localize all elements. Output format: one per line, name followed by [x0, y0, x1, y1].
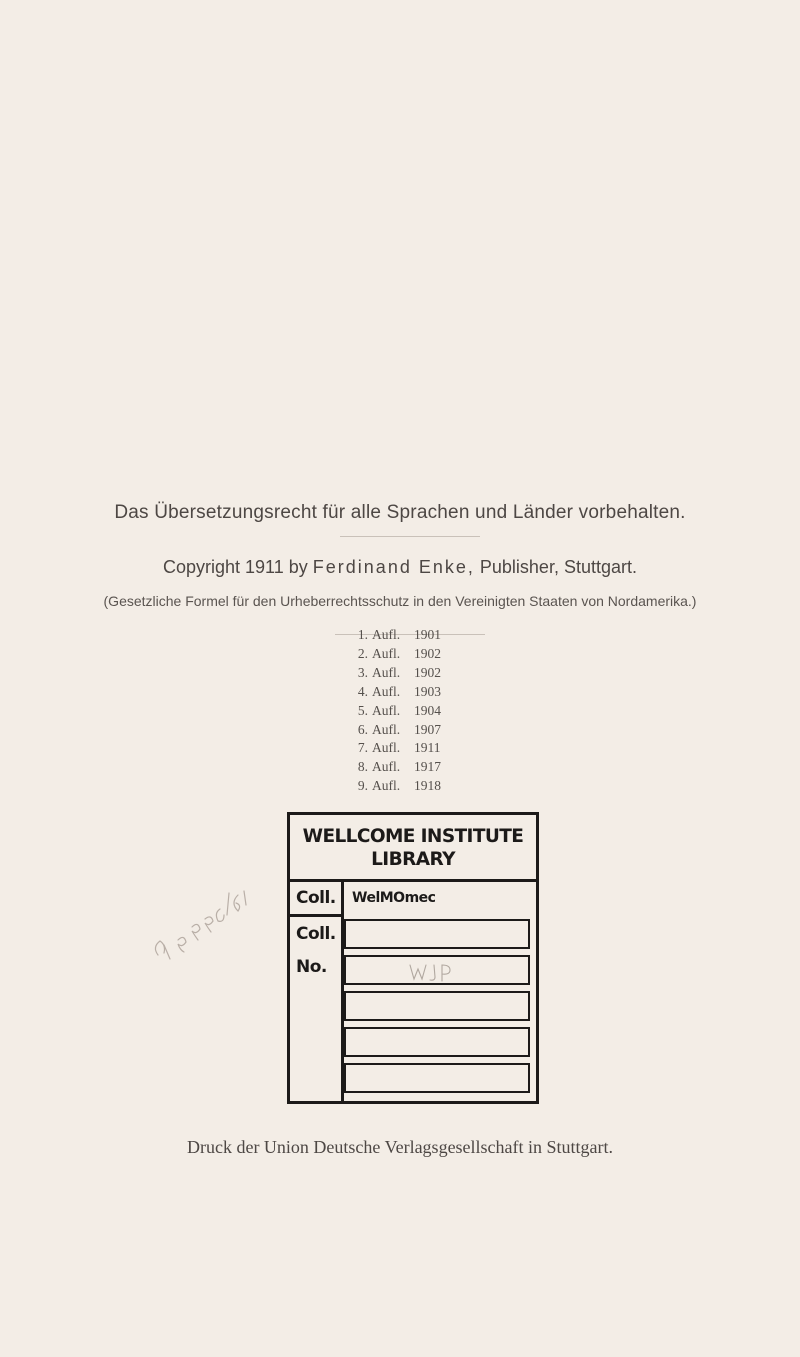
edition-row — [352, 739, 552, 758]
edition-year: 1902 — [414, 664, 441, 680]
edition-list — [352, 626, 552, 796]
rights-notice: Das Übersetzungsrecht für alle Sprachen und Länder vorbehalten. — [114, 502, 686, 523]
edition-number: 7. — [357, 740, 368, 756]
edition-label: Aufl. — [372, 664, 401, 680]
edition-label: Aufl. — [372, 778, 401, 794]
copyright-prefix: Copyright 1911 by — [163, 557, 308, 577]
stamp-field-box — [344, 991, 530, 1021]
edition-label: Aufl. — [372, 759, 401, 775]
edition-number: 4. — [357, 683, 368, 699]
edition-row — [352, 683, 552, 702]
edition-label: Aufl. — [372, 702, 401, 718]
edition-label: Aufl. — [372, 645, 401, 661]
edition-label: Aufl. — [372, 721, 401, 737]
stamp-divider — [290, 914, 342, 917]
edition-year: 1917 — [414, 759, 441, 775]
stamp-handwritten-value — [406, 959, 466, 983]
edition-number: 2. — [357, 645, 368, 661]
edition-year: 1901 — [414, 627, 441, 642]
copyright-line — [0, 557, 800, 578]
edition-year: 1902 — [414, 645, 441, 661]
stamp-title-line1: WELLCOME INSTITUTE — [302, 826, 524, 847]
edition-label: Aufl. — [372, 683, 401, 699]
stamp-coll-value: WelMOmec — [352, 890, 436, 906]
printer-imprint: Druck der Union Deutsche Verlagsgesellschaft in Stuttgart. — [186, 1137, 614, 1157]
stamp-collno-label-2: No. — [296, 957, 327, 977]
edition-number: 5. — [357, 702, 368, 718]
edition-number: 6. — [357, 721, 368, 737]
divider-rule — [340, 536, 480, 537]
stamp-divider — [290, 879, 536, 882]
edition-year: 1903 — [414, 683, 441, 699]
copyright-publisher: Ferdinand Enke, — [312, 557, 475, 577]
stamp-field-box — [344, 919, 530, 949]
edition-row — [352, 626, 552, 645]
edition-year: 1918 — [414, 778, 441, 794]
edition-label: Aufl. — [372, 740, 401, 756]
stamp-coll-label: Coll. — [296, 888, 336, 908]
stamp-title — [290, 825, 536, 871]
edition-year: 1904 — [414, 702, 441, 718]
edition-number: 8. — [357, 759, 368, 775]
stamp-field-box — [344, 955, 530, 985]
edition-row — [352, 664, 552, 683]
library-stamp — [287, 812, 539, 1104]
edition-year: 1907 — [414, 721, 441, 737]
stamp-field-box — [344, 1027, 530, 1057]
stamp-collno-label-1: Coll. — [296, 924, 336, 944]
legal-formula: (Gesetzliche Formel für den Urheberrechtsschutz in den Vereinigten Staaten von Nordamerika.) — [103, 593, 697, 609]
copyright-suffix: Publisher, Stuttgart. — [479, 557, 637, 577]
edition-label: Aufl. — [372, 627, 401, 642]
edition-number: 9. — [357, 778, 368, 794]
edition-number: 3. — [357, 664, 368, 680]
edition-row — [352, 777, 552, 796]
stamp-field-box — [344, 1063, 530, 1093]
handwritten-margin-note — [150, 885, 250, 965]
edition-row — [352, 758, 552, 777]
edition-year: 1911 — [414, 740, 441, 756]
edition-row — [352, 702, 552, 721]
edition-row — [352, 645, 552, 664]
edition-number: 1. — [357, 627, 368, 642]
stamp-title-line2: LIBRARY — [371, 849, 455, 870]
edition-row — [352, 721, 552, 740]
